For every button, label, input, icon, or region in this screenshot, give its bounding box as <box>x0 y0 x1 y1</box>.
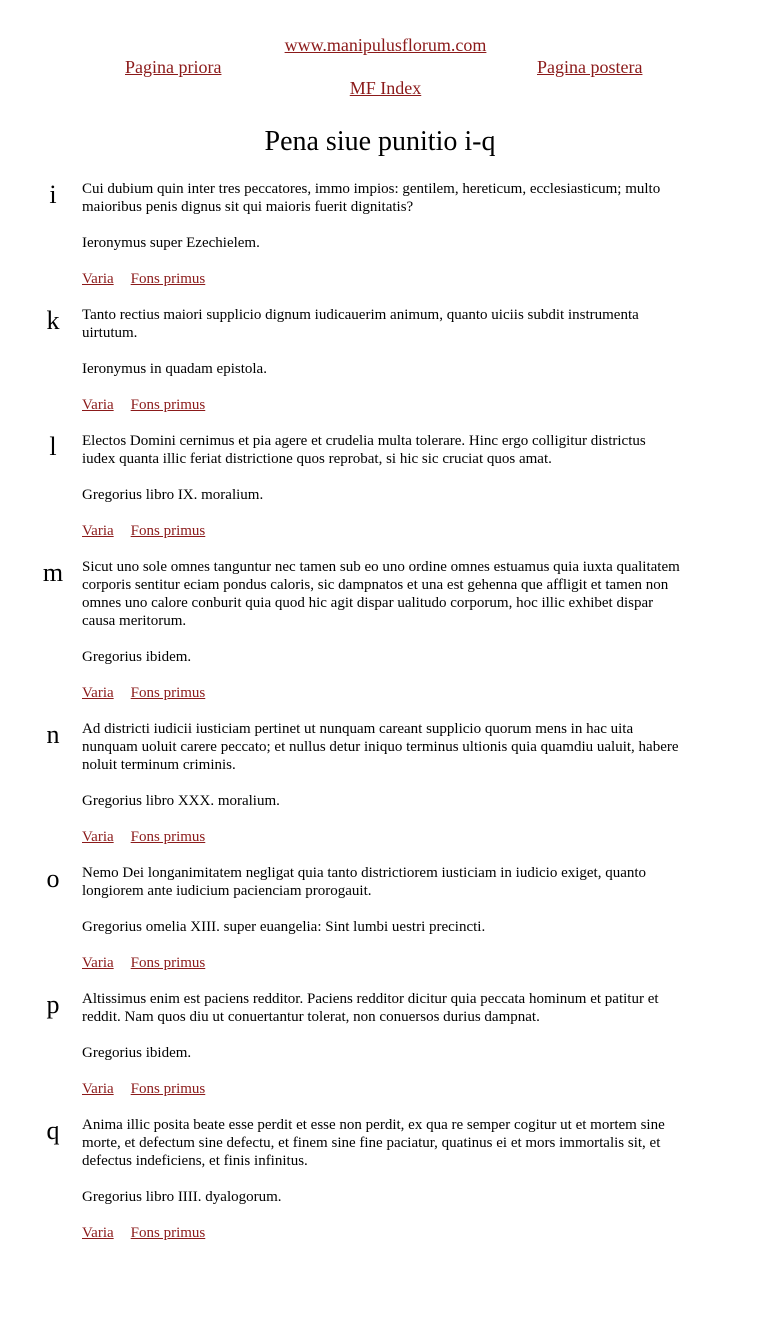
entry-quote: Cui dubium quin inter tres peccatores, immo impios: gentilem, hereticum, ecclesiasticum; multo maioribus penis dignus sit qui maioris fuerit dignitatis? <box>82 181 661 215</box>
fons-primus-link[interactable]: Fons primus <box>130 829 206 845</box>
entry-p <box>0 990 768 1116</box>
entry-source: Ieronymus super Ezechielem. <box>82 235 260 251</box>
entry-source: Gregorius ibidem. <box>82 649 192 665</box>
fons-primus-link[interactable]: Fons primus <box>130 523 206 539</box>
entry-l <box>0 432 768 558</box>
page-title: Pena siue punitio i-q <box>264 126 496 157</box>
entry-links <box>82 396 682 414</box>
fons-primus-link[interactable]: Fons primus <box>130 955 206 971</box>
entry-links <box>82 1080 682 1098</box>
entry-links <box>82 828 682 846</box>
entry-body <box>82 720 682 846</box>
entry-list <box>0 180 768 1260</box>
mf-index-link[interactable]: MF Index <box>349 78 422 98</box>
entry-source: Gregorius libro IX. moralium. <box>82 487 264 503</box>
entry-source: Ieronymus in quadam epistola. <box>82 361 267 377</box>
entry-body <box>82 1116 682 1242</box>
fons-primus-link[interactable]: Fons primus <box>130 397 206 413</box>
entry-source: Gregorius ibidem. <box>82 1045 192 1061</box>
entry-letter: m <box>42 558 64 587</box>
entry-quote: Electos Domini cernimus et pia agere et crudelia multa tolerare. Hinc ergo colligitur districtus iudex quanta illic feriat districtione quos reprobat, si hic sic cruciat quos amat. <box>82 433 646 467</box>
entry-links <box>82 522 682 540</box>
entry-body <box>82 558 682 702</box>
fons-primus-link[interactable]: Fons primus <box>130 685 206 701</box>
entry-q <box>0 1116 768 1260</box>
entry-letter: k <box>46 306 60 335</box>
entry-quote: Tanto rectius maiori supplicio dignum iudicauerim animum, quanto uiciis subdit instrumenta uirtutum. <box>82 307 639 341</box>
entry-quote: Nemo Dei longanimitatem negligat quia tanto districtiorem iusticiam in iudicio exiget, quanto longiorem ante iudicium pacienciam prorogauit. <box>82 865 647 899</box>
entry-quote: Sicut uno sole omnes tanguntur nec tamen sub eo uno ordine omnes estuamus quia iuxta qualitatem corporis sentitur eciam pondus caloris, sic dampnatos et una est gehenna que affligit et tamen non omnes uno calore conburit quia quod hic agit dispar ualitudo corporum, hoc illic exhibet dispar causa meritorum. <box>82 559 680 629</box>
varia-link[interactable]: Varia <box>82 397 114 413</box>
entry-body <box>82 180 682 288</box>
entry-links <box>82 1224 682 1242</box>
entry-links <box>82 684 682 702</box>
entry-letter: l <box>49 432 57 461</box>
entry-i <box>0 180 768 306</box>
site-home-link[interactable]: www.manipulusflorum.com <box>284 35 487 55</box>
entry-body <box>82 990 682 1098</box>
entry-letter: o <box>46 864 60 893</box>
varia-link[interactable]: Varia <box>82 523 114 539</box>
entry-o <box>0 864 768 990</box>
entry-letter: q <box>46 1116 60 1145</box>
entry-quote: Altissimus enim est paciens redditor. Paciens redditor dicitur quia peccata hominum et patitur et reddit. Nam quos diu ut conuertantur tolerat, non conuersos durius dampnat. <box>82 991 659 1025</box>
varia-link[interactable]: Varia <box>82 829 114 845</box>
entry-letter: i <box>49 180 57 209</box>
entry-source: Gregorius omelia XIII. super euangelia: Sint lumbi uestri precincti. <box>82 919 486 935</box>
varia-link[interactable]: Varia <box>82 1225 114 1241</box>
varia-link[interactable]: Varia <box>82 955 114 971</box>
varia-link[interactable]: Varia <box>82 685 114 701</box>
entry-letter: p <box>46 990 60 1019</box>
entry-source: Gregorius libro IIII. dyalogorum. <box>82 1189 282 1205</box>
fons-primus-link[interactable]: Fons primus <box>130 271 206 287</box>
entry-quote: Ad districti iudicii iusticiam pertinet ut nunquam careant supplicio quorum mens in hac uita nunquam uoluit carere peccato; et nullus detur iniquo terminus ultionis quia quamdiu ualuit, habere noluit terminum criminis. <box>82 721 679 773</box>
entry-quote: Anima illic posita beate esse perdit et esse non perdit, ex qua re semper cogitur ut et mortem sine morte, et defectum sine defectu, et finem sine fine paciatur, quatinus ei et mors immortalis sit, et defectus indeficiens, et finis infinitus. <box>82 1117 665 1169</box>
fons-primus-link[interactable]: Fons primus <box>130 1081 206 1097</box>
entry-source: Gregorius libro XXX. moralium. <box>82 793 280 809</box>
next-page-link[interactable]: Pagina postera <box>537 57 643 77</box>
entry-links <box>82 954 682 972</box>
varia-link[interactable]: Varia <box>82 271 114 287</box>
entry-k <box>0 306 768 432</box>
entry-body <box>82 432 682 540</box>
entry-body <box>82 864 682 972</box>
previous-page-link[interactable]: Pagina priora <box>125 57 222 77</box>
entry-body <box>82 306 682 414</box>
entry-m <box>0 558 768 720</box>
entry-n <box>0 720 768 864</box>
varia-link[interactable]: Varia <box>82 1081 114 1097</box>
entry-letter: n <box>46 720 60 749</box>
fons-primus-link[interactable]: Fons primus <box>130 1225 206 1241</box>
entry-links <box>82 270 682 288</box>
